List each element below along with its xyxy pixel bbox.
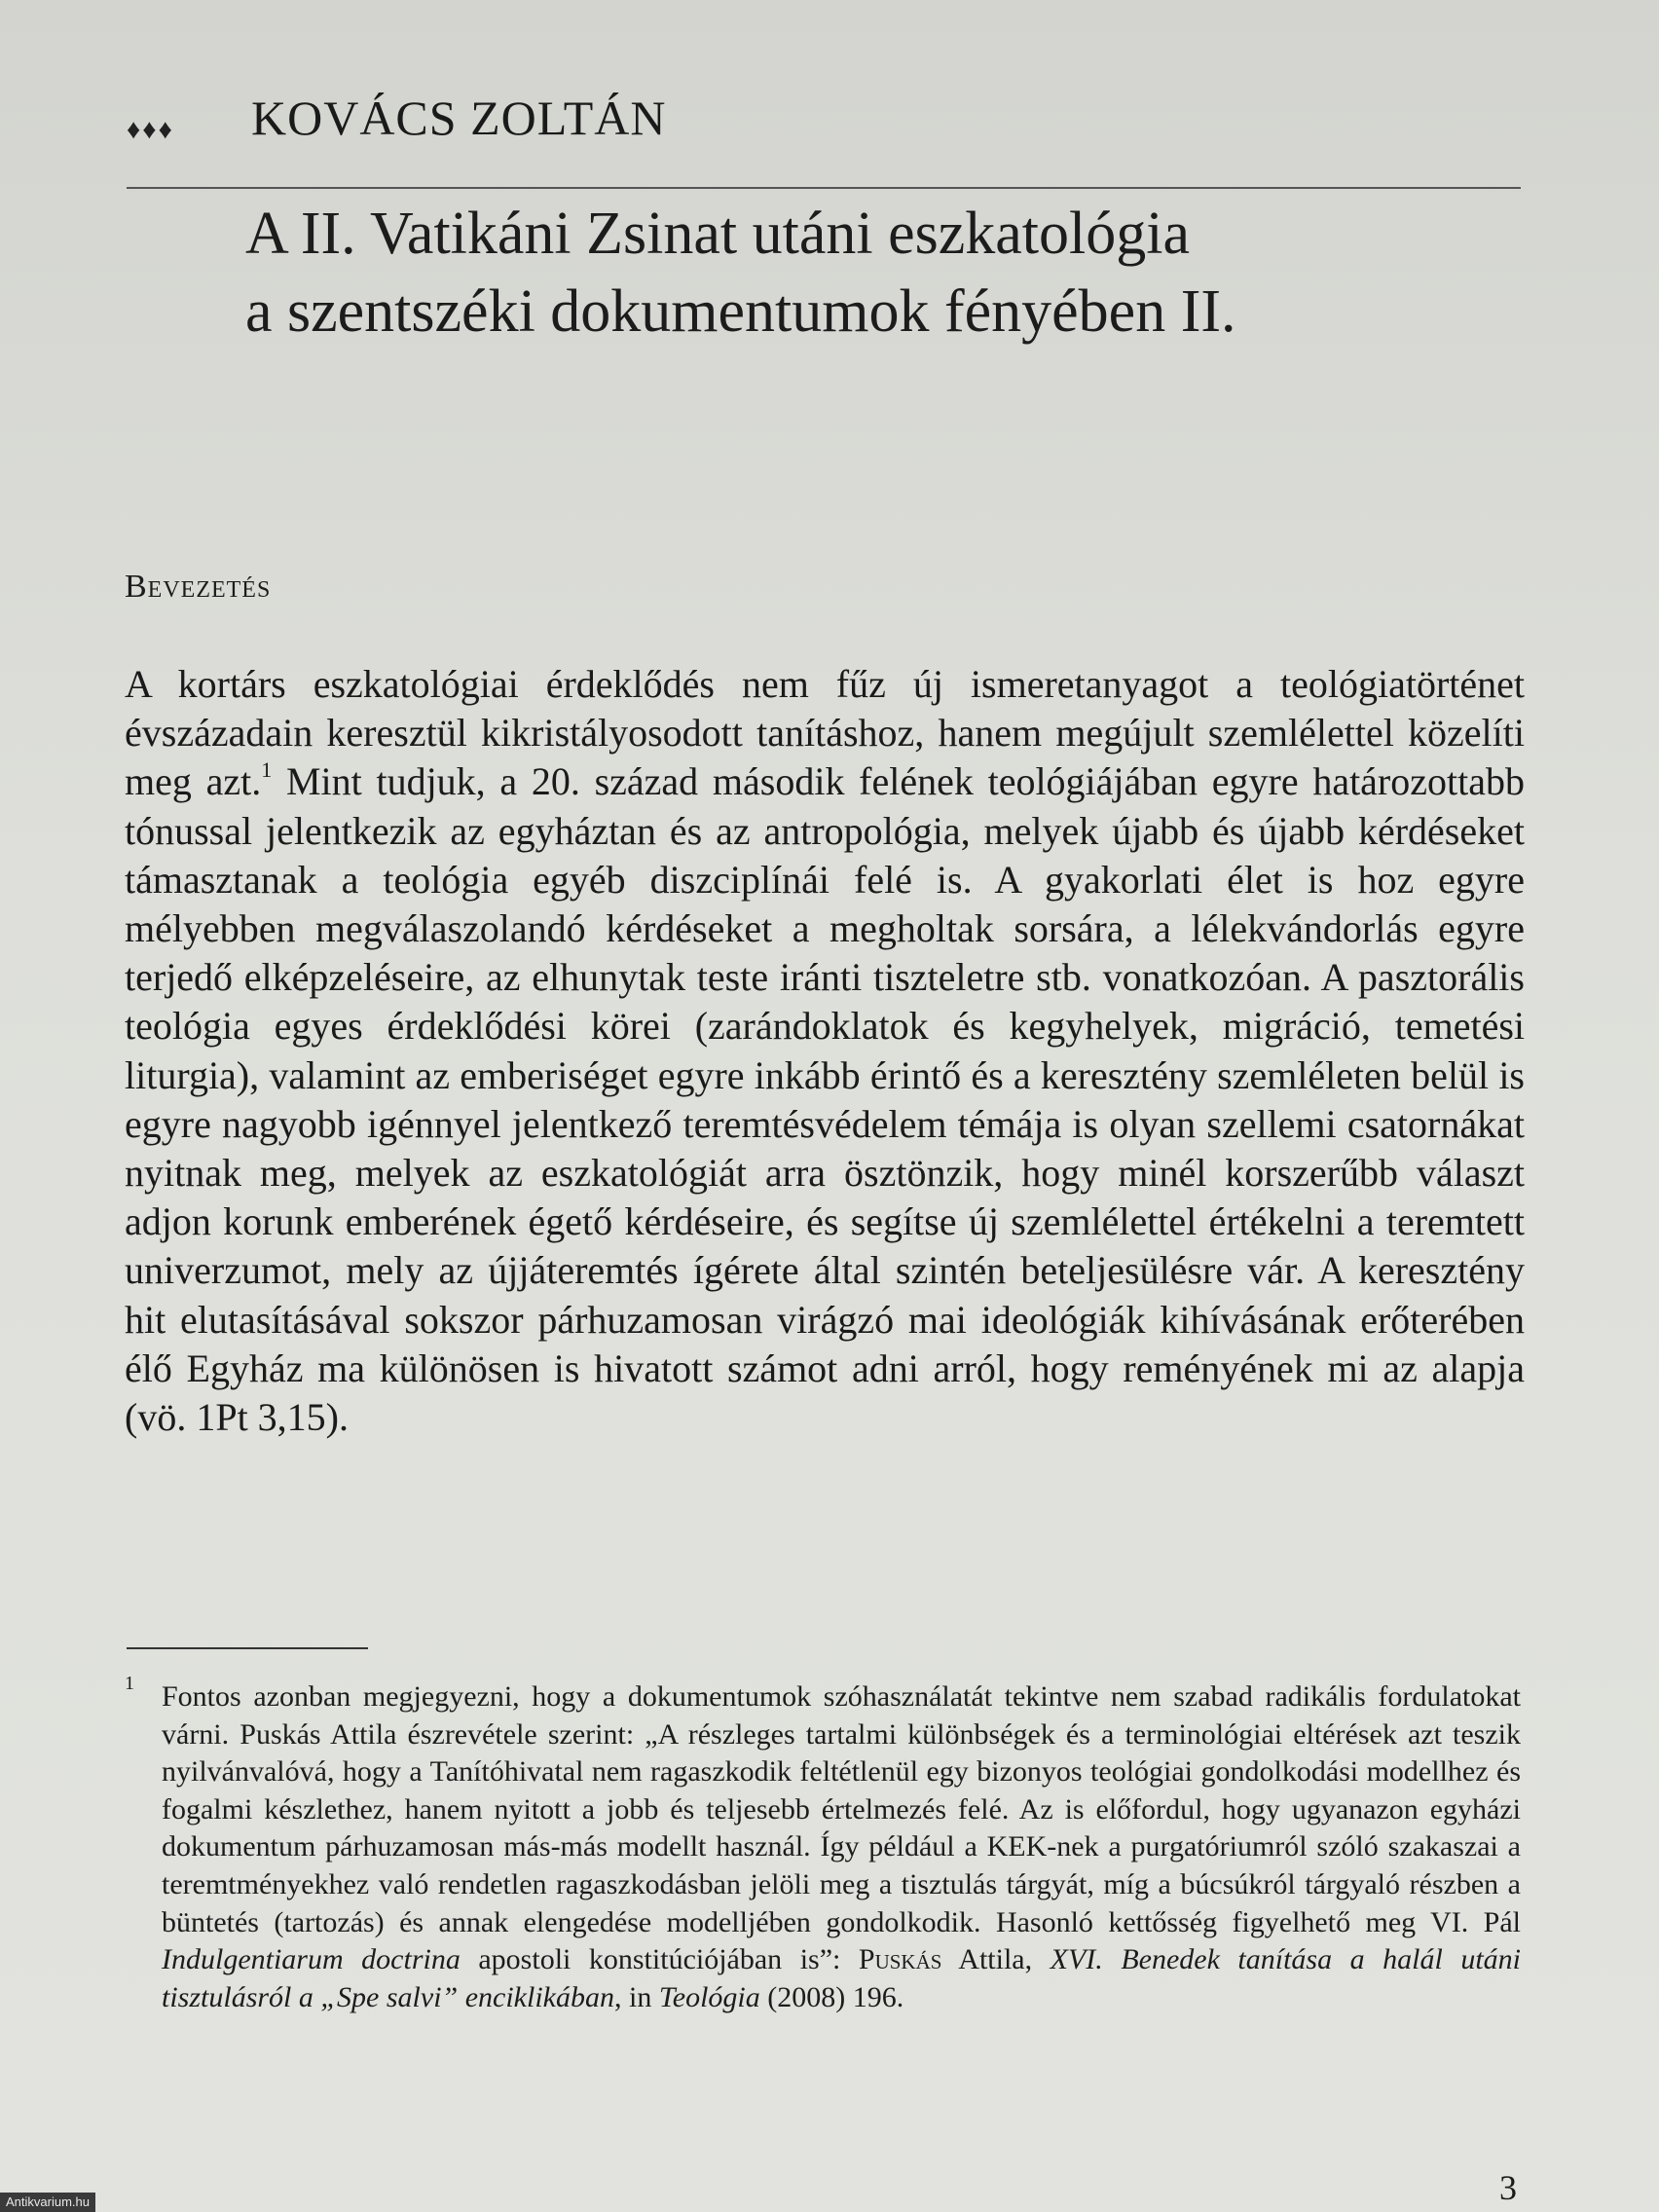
running-header (127, 90, 1521, 189)
title-line-2: a szentszéki dokumentumok fényében II. (245, 278, 1236, 345)
footnote-italic-title-1: Indulgentiarum doctrina (162, 1943, 461, 1976)
ornament-diamonds: ♦♦♦ (127, 115, 174, 145)
footnote-number: 1 (125, 1673, 134, 1694)
title-line-1: A II. Vatikáni Zsinat utáni eszkatológia (245, 201, 1190, 267)
footnote-text-4: , in (614, 1980, 659, 2013)
footnote-italic-journal: Teológia (658, 1980, 760, 2013)
footnote-cited-author: Puskás (858, 1943, 942, 1976)
footnote-text-2: apostoli konstitúciójában is”: (460, 1943, 859, 1976)
watermark-label: Antikvarium.hu (0, 2193, 95, 2212)
footnote-text-5: (2008) 196. (759, 1980, 904, 2013)
footnote-text-3: Attila, (941, 1943, 1051, 1976)
section-heading: Bevezetés (125, 569, 272, 605)
body-text-part-2: Mint tudjuk, a 20. század második felének teológiájában egyre határozottabb tónussal jelentkezik az egyháztan és az antropológia, melyek újabb és újabb kérdéseket támasztanak a teológia egyéb diszciplínái felé is. A gyakorlati élet is hoz egyre mélyebben megválaszolandó kérdéseket a megholtak sorsára, a lélekvándorlás egyre terjedő elképzeléseire, az elhunytak teste iránti tiszteletre stb. vonatkozóan. A pasztorális teológia egyes érdeklődési körei (zarándoklatok és kegyhelyek, migráció, temetési liturgia), valamint az emberiséget egyre inkább érintő és a keresztény szemléleten belül is egyre nagyobb igénnyel jelentkező teremtésvédelem témája is olyan szellemi csatornákat nyitnak meg, melyek az eszkatológiát arra ösztönzik, hogy minél korszerűbb választ adjon korunk emberének égető kérdéseire, és segítse új szemlélettel értékelni a teremtett univerzumot, mely az újjáteremtés ígérete által szintén beteljesülésre vár. A keresztény hit elutasításával sokszor párhuzamosan virágzó mai ideológiák kihívásának erőterében élő Egyház ma különösen is hivatott számot adni arról, hogy reményének mi az alapja (vö. 1Pt 3,15). (125, 759, 1525, 1440)
footnote-reference: 1 (261, 757, 273, 783)
footnote-separator (127, 1647, 368, 1649)
footnote-italic-title-2: XVI. Benedek tanítása a halál utáni tisztulásról a „Spe salvi” enciklikában (162, 1943, 1522, 2013)
page-number: 3 (1499, 2168, 1517, 2207)
article-title (245, 195, 1492, 350)
body-text-part-1: A kortárs eszkatológiai érdeklődés nem fűz új ismeretanyagot a teológiatörténet évszázadain keresztül kikristályosodott tanításhoz, hanem megújult szemlélettel közelíti meg azt. (125, 662, 1525, 804)
body-paragraph (125, 660, 1525, 1442)
author-name: KOVÁCS ZOLTÁN (251, 91, 667, 145)
footnote-text (162, 1678, 1521, 2016)
footnote-text-1: Fontos azonban megjegyezni, hogy a dokumentumok szóhasználatát tekintve nem szabad radikális fordulatokat várni. Puskás Attila észrevétele szerint: „A részleges tartalmi különbségek és a terminológiai eltérések azt teszik nyilvánvalóvá, hogy a Tanítóhivatal nem ragaszkodik feltétlenül egy bizonyos teológiai gondolkodási modellhez és fogalmi készlethez, hanem nyitott a jobb és teljesebb értelmezés felé. Az is előfordul, hogy ugyanazon egyházi dokumentum párhuzamosan más-más modellt használ. Így például a KEK-nek a purgatóriumról szóló szakaszai a teremtményekhez való rendetlen ragaszkodásban jelöli meg a tisztulás tárgyát, míg a búcsúkról tárgyaló részben a büntetés (tartozás) és annak elengedése modelljében gondolkodik. Hasonló kettősség figyelhető meg VI. Pál (162, 1680, 1521, 1938)
